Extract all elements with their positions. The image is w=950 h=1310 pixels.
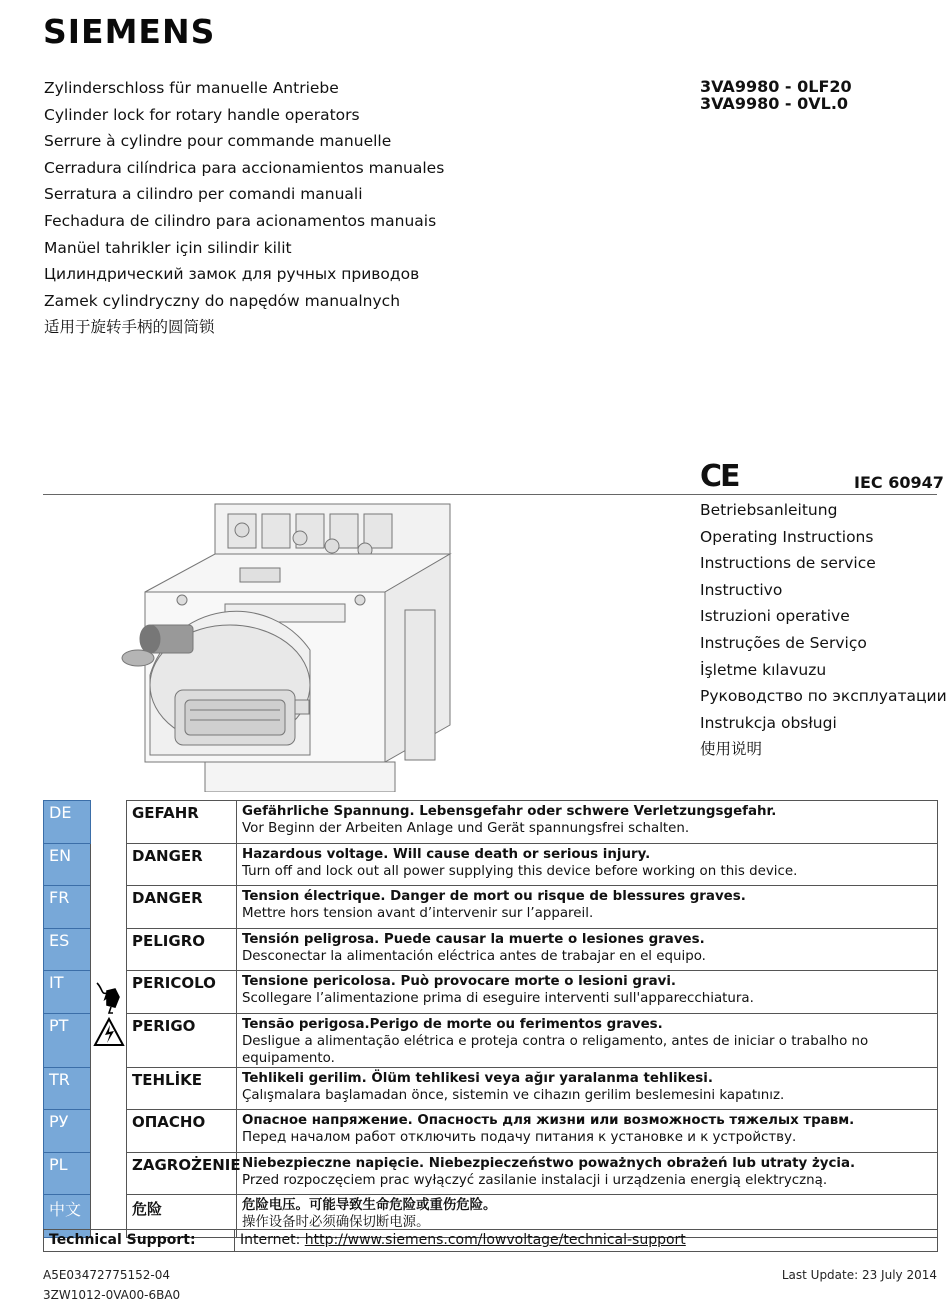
siemens-logo: SIEMENS <box>43 12 216 51</box>
language-code: DE <box>44 801 91 844</box>
title-pl: Zamek cylindryczny do napędów manualnych <box>44 291 401 310</box>
hazard-instruction: Çalışmalara başlamadan önce, sistemin ve cihazın gerilim beslemesini kapatınız. <box>242 1087 785 1103</box>
manual-titles <box>700 497 947 763</box>
signal-word: DANGER <box>127 843 237 886</box>
language-code: PT <box>44 1013 91 1067</box>
table-row <box>44 971 938 1014</box>
hazard-statement: Опасное напряжение. Опасность для жизни или возможность тяжелых травм. <box>242 1113 855 1128</box>
title-en: Cylinder lock for rotary handle operators <box>44 105 360 124</box>
hazard-instruction: Przed rozpoczęciem prac wyłączyć zasilanie instalacji i urządzenia energią elektryczną. <box>242 1172 828 1188</box>
hazard-text <box>237 1067 938 1110</box>
product-titles <box>44 75 444 341</box>
order-number: 3ZW1012-0VA00-6BA0 <box>43 1288 181 1302</box>
title-tr: Manüel tahrikler için silindir kilit <box>44 238 292 257</box>
signal-word: ОПАСНО <box>127 1110 237 1153</box>
technical-support-row <box>43 1229 938 1252</box>
table-row <box>44 1013 938 1067</box>
hazard-instruction: Vor Beginn der Arbeiten Anlage und Gerät spannungsfrei schalten. <box>242 821 690 836</box>
title-zh: 适用于旋转手柄的圆筒锁 <box>44 318 215 337</box>
standard-label: IEC 60947 <box>854 473 944 492</box>
hazard-instruction: Scollegare l’alimentazione prima di eseguire interventi sull'apparecchiatura. <box>242 991 754 1006</box>
language-code: PL <box>44 1152 91 1195</box>
article-numbers <box>700 78 852 112</box>
language-code: 中文 <box>44 1195 91 1238</box>
manual-pl: Instrukcja obsługi <box>700 713 837 732</box>
title-pt: Fechadura de cilindro para acionamentos manuais <box>44 211 437 230</box>
title-fr: Serrure à cylindre pour commande manuelle <box>44 132 392 151</box>
last-update: Last Update: 23 July 2014 <box>781 1268 937 1282</box>
hazard-statement: Tensión peligrosa. Puede causar la muerte o lesiones graves. <box>242 931 705 947</box>
title-it: Serratura a cilindro per comandi manuali <box>44 185 363 204</box>
table-row <box>44 843 938 886</box>
hazard-text <box>237 1152 938 1195</box>
title-de: Zylinderschloss für manuelle Antriebe <box>44 79 339 97</box>
signal-word: ZAGROŻENIE <box>127 1152 237 1195</box>
support-link[interactable]: http://www.siemens.com/lowvoltage/technical-support <box>304 1232 686 1248</box>
support-prefix: Internet: <box>240 1232 305 1248</box>
signal-word: PELIGRO <box>127 928 237 971</box>
product-illustration <box>110 500 455 792</box>
divider <box>234 1230 235 1251</box>
hazard-text <box>237 928 938 971</box>
language-code: ES <box>44 928 91 971</box>
signal-word: PERIGO <box>127 1013 237 1067</box>
hazard-statement: Gefährliche Spannung. Lebensgefahr oder schwere Verletzungsgefahr. <box>242 804 777 819</box>
manual-ru: Руководство по эксплуатации <box>700 687 947 706</box>
hazard-instruction: Desligue a alimentação elétrica e proteja contra o religamento, antes de iniciar o trabalho no equipamento. <box>242 1033 869 1066</box>
warning-icon-cell <box>91 801 127 1238</box>
language-code: IT <box>44 971 91 1014</box>
hazard-statement: 危险电压。可能导致生命危险或重伤危险。 <box>242 1198 497 1213</box>
table-row <box>44 801 938 844</box>
electric-shock-warning-icon <box>93 979 125 1049</box>
hazard-instruction: Desconectar la alimentación eléctrica antes de trabajar en el equipo. <box>242 948 706 964</box>
table-row <box>44 1067 938 1110</box>
hazard-text <box>237 843 938 886</box>
signal-word: DANGER <box>127 886 237 929</box>
table-row <box>44 1152 938 1195</box>
table-row <box>44 886 938 929</box>
manual-it: Istruzioni operative <box>700 607 850 626</box>
language-code: EN <box>44 843 91 886</box>
hazard-statement: Tension électrique. Danger de mort ou risque de blessures graves. <box>242 889 746 904</box>
hazard-statement: Tensão perigosa.Perigo de morte ou ferimentos graves. <box>242 1016 663 1032</box>
manual-pt: Instruções de Serviço <box>700 633 867 652</box>
hazard-instruction: 操作设备时必须确保切断电源。 <box>242 1215 430 1230</box>
signal-word: TEHLİKE <box>127 1067 237 1110</box>
table-row <box>44 928 938 971</box>
manual-zh: 使用说明 <box>700 740 763 759</box>
table-row <box>44 1110 938 1153</box>
language-code: FR <box>44 886 91 929</box>
hazard-text <box>237 801 938 844</box>
support-label: Technical Support: <box>49 1232 196 1248</box>
support-internet <box>240 1232 686 1248</box>
manual-es: Instructivo <box>700 580 783 599</box>
divider <box>43 494 937 495</box>
safety-table <box>43 800 938 1238</box>
hazard-text <box>237 1013 938 1067</box>
document-number: A5E03472775152-04 <box>43 1268 171 1282</box>
hazard-text <box>237 886 938 929</box>
hazard-text <box>237 971 938 1014</box>
hazard-statement: Tensione pericolosa. Può provocare morte o lesioni gravi. <box>242 974 677 989</box>
article-number: 3VA9980 - 0LF20 <box>700 77 852 96</box>
language-code: РУ <box>44 1110 91 1153</box>
signal-word: PERICOLO <box>127 971 237 1014</box>
manual-de: Betriebsanleitung <box>700 501 838 519</box>
hazard-statement: Niebezpieczne napięcie. Niebezpieczeństwo poważnych obrażeń lub utraty życia. <box>242 1155 856 1171</box>
signal-word: GEFAHR <box>127 801 237 844</box>
title-es: Cerradura cilíndrica para accionamientos manuales <box>44 158 445 177</box>
hazard-instruction: Перед началом работ отключить подачу питания к установке и к устройству. <box>242 1130 797 1145</box>
manual-en: Operating Instructions <box>700 527 874 546</box>
manual-fr: Instructions de service <box>700 554 876 573</box>
hazard-instruction: Turn off and lock out all power supplying this device before working on this device. <box>242 863 798 879</box>
hazard-statement: Tehlikeli gerilim. Ölüm tehlikesi veya ağır yaralanma tehlikesi. <box>242 1070 713 1086</box>
hazard-statement: Hazardous voltage. Will cause death or serious injury. <box>242 846 651 862</box>
language-code: TR <box>44 1067 91 1110</box>
hazard-instruction: Mettre hors tension avant d’intervenir sur l’appareil. <box>242 906 594 921</box>
hazard-text <box>237 1110 938 1153</box>
signal-word: 危险 <box>127 1195 237 1238</box>
manual-tr: İşletme kılavuzu <box>700 660 827 679</box>
title-ru: Цилиндрический замок для ручных приводов <box>44 265 420 284</box>
ce-mark: CE <box>700 459 739 494</box>
article-number: 3VA9980 - 0VL.0 <box>700 94 849 113</box>
